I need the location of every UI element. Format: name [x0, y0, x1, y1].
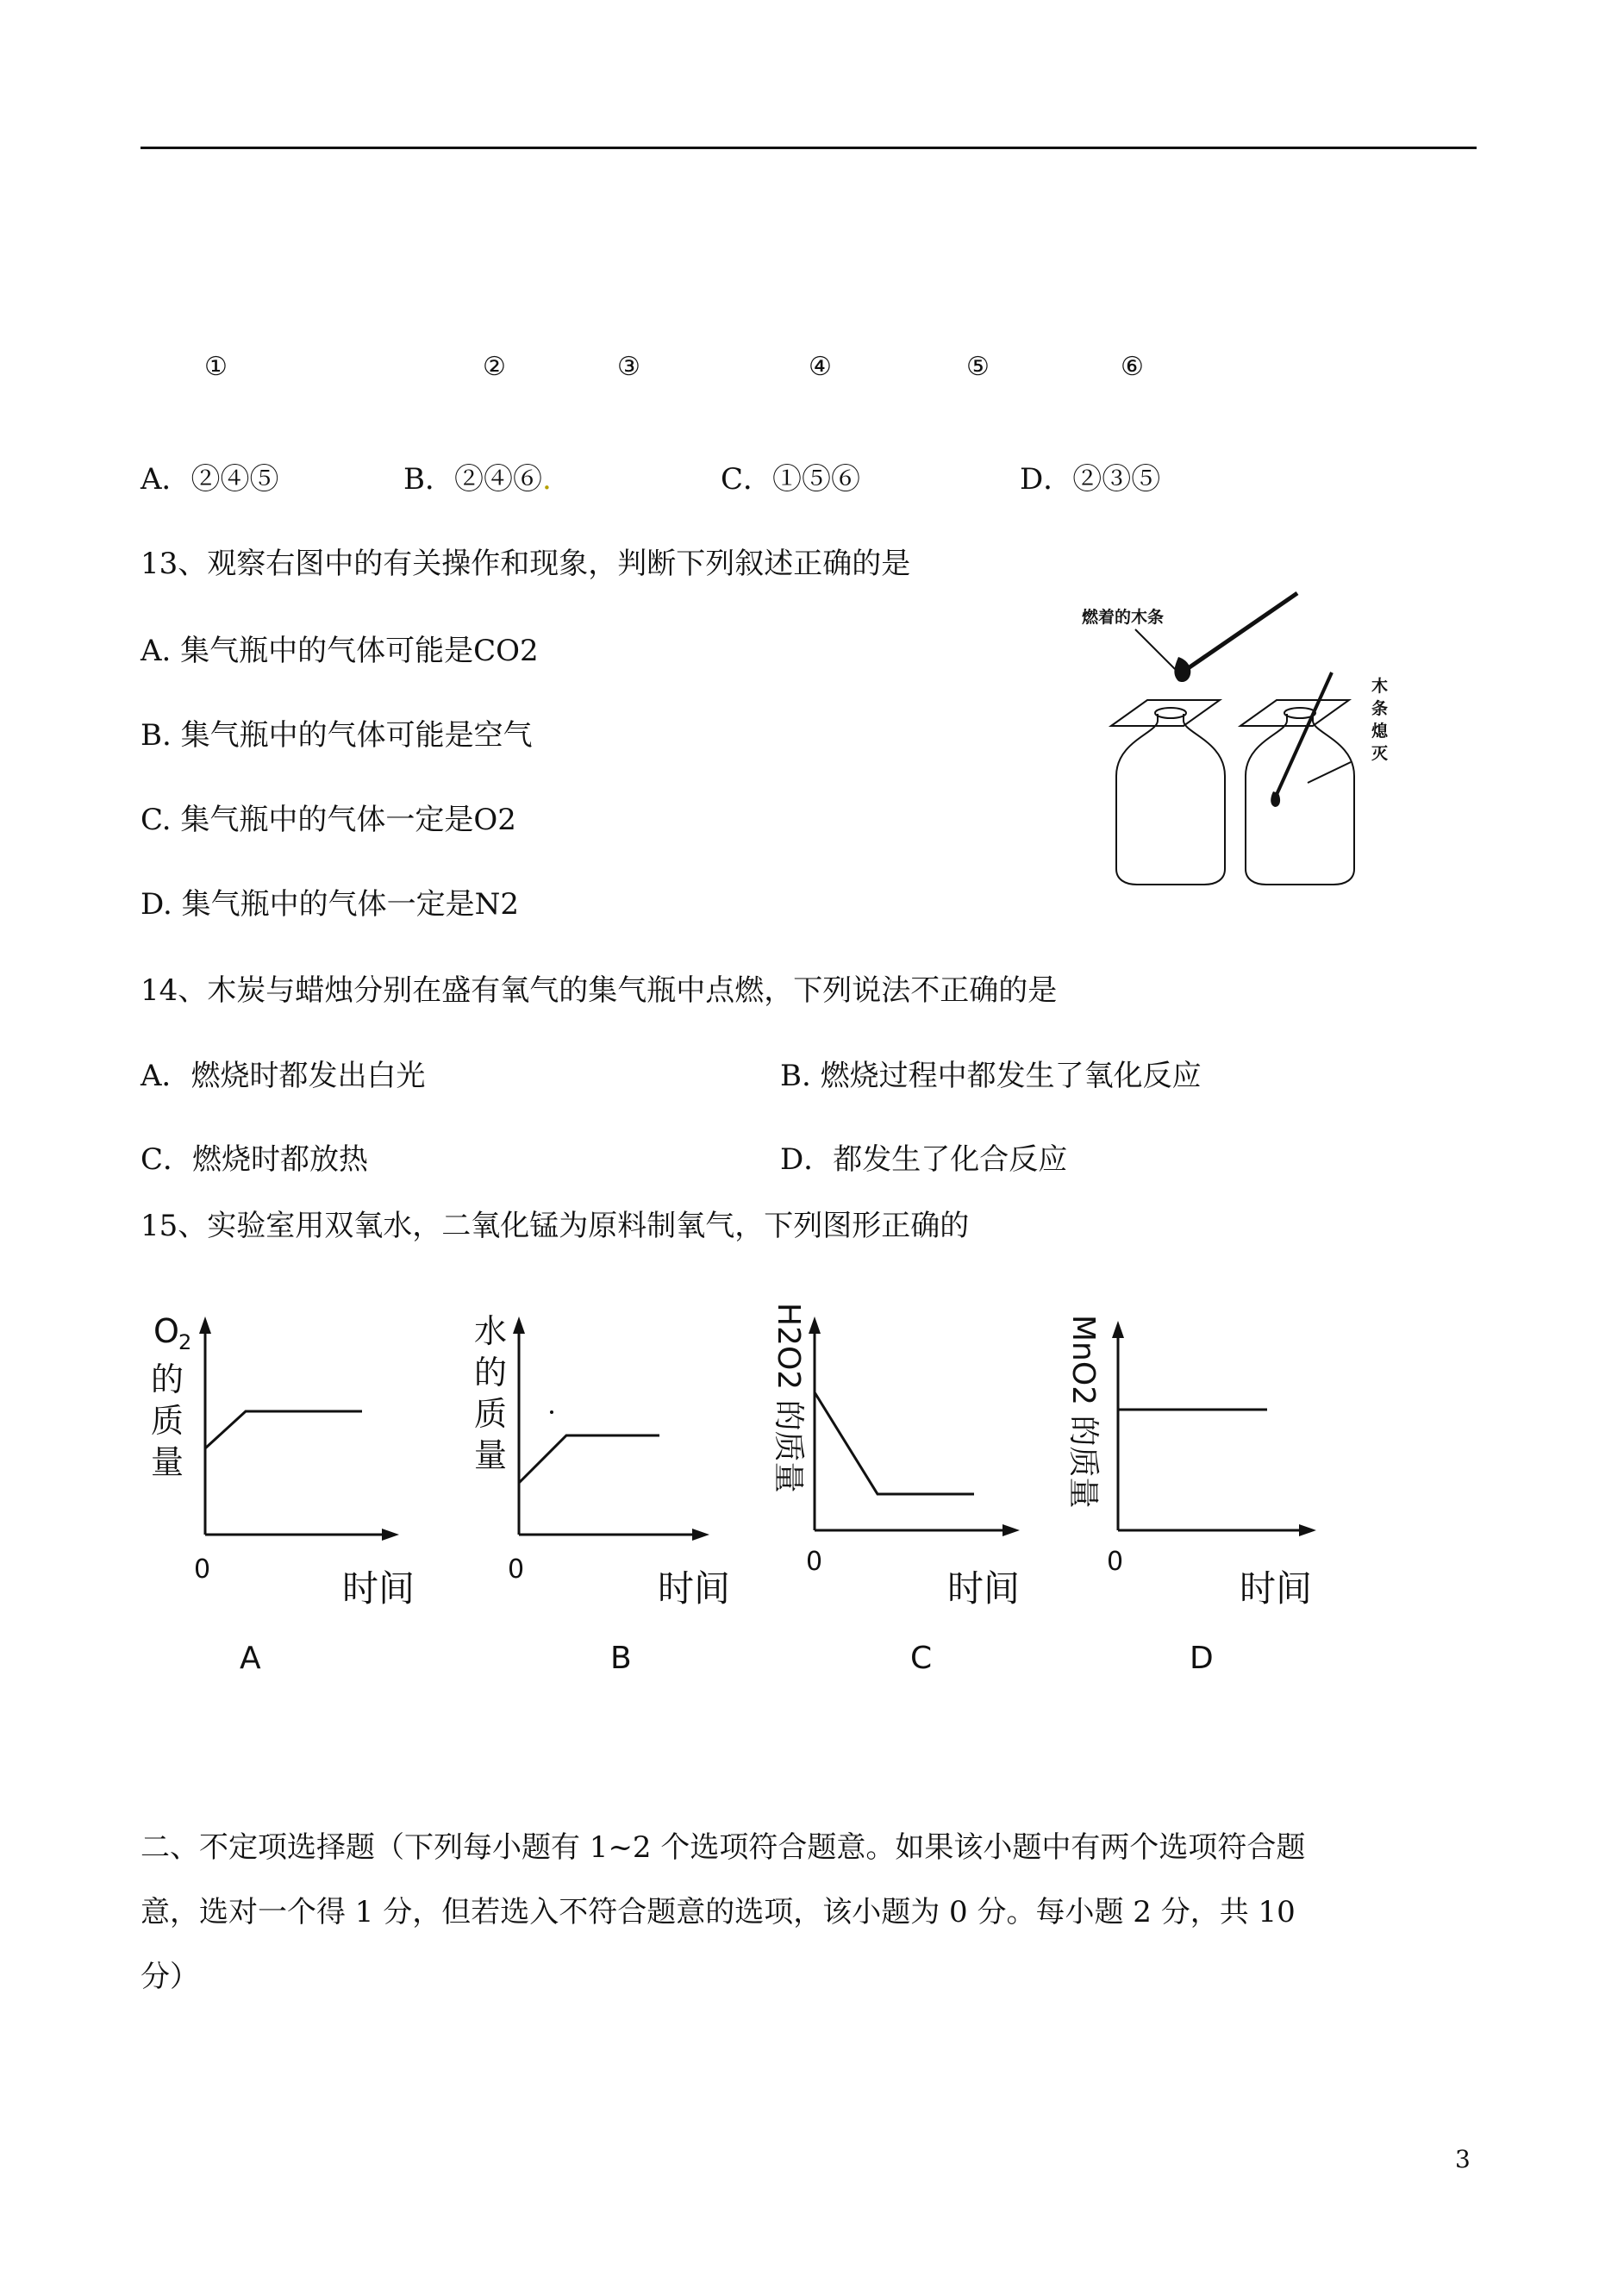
q14-option-c: C．燃烧时都放热	[141, 1142, 369, 1177]
graph-b-xlabel: 时间	[658, 1567, 731, 1610]
graph-a-ylabel-1: 的	[151, 1360, 184, 1398]
section2-line-2: 意，选对一个得 1 分，但若选入不符合题意的选项，该小题为 0 分。每小题 2 分，共 10	[141, 1895, 1296, 1929]
graph-a-origin: 0	[194, 1554, 211, 1585]
graph-d-origin: 0	[1107, 1547, 1124, 1577]
circled-number-4: ④	[809, 352, 832, 382]
stick-out-label-1: 木	[1371, 677, 1389, 696]
graph-b	[470, 1298, 746, 1694]
gas-jar-figure	[1082, 586, 1409, 905]
graph-c-curve	[815, 1392, 974, 1494]
graph-c-ylabel: H2O2 的质量	[771, 1303, 806, 1493]
graph-b-curve	[519, 1435, 659, 1483]
q13-option-c: C. 集气瓶中的气体一定是O2	[141, 803, 516, 837]
graph-d-ylabel: MnO2 的质量	[1065, 1315, 1101, 1509]
graph-b-ylabel-3: 量	[474, 1436, 508, 1474]
stick-out-label-3: 熄	[1371, 722, 1389, 741]
header-rule	[141, 147, 1477, 149]
graph-d-xlabel: 时间	[1240, 1567, 1313, 1610]
graph-b-letter: B	[610, 1641, 632, 1676]
section2-line-3: 分）	[141, 1960, 199, 1994]
q13-option-d: D. 集气瓶中的气体一定是N2	[141, 887, 520, 922]
graph-b-origin: 0	[508, 1554, 525, 1585]
q14-stem: 14、木炭与蜡烛分别在盛有氧气的集气瓶中点燃，下列说法不正确的是	[141, 973, 1058, 1008]
circled-number-1: ①	[204, 352, 228, 382]
graph-c	[767, 1298, 1043, 1694]
q13-option-b: B. 集气瓶中的气体可能是空气	[141, 718, 533, 753]
q13-option-a: A. 集气瓶中的气体可能是CO2	[141, 634, 539, 668]
graph-b-ylabel-top: 水	[474, 1312, 508, 1350]
section2-line-1: 二、不定项选择题（下列每小题有 1~2 个选项符合题意。如果该小题中有两个选项符合题	[141, 1830, 1306, 1865]
q14-option-a: A．燃烧时都发出白光	[141, 1059, 426, 1093]
q12-option-a: A．②④⑤	[141, 462, 279, 497]
graph-a-letter: A	[240, 1641, 261, 1676]
circled-number-2: ②	[483, 352, 506, 382]
graph-d-letter: D	[1190, 1641, 1214, 1676]
graph-d	[1062, 1298, 1355, 1694]
page-number: 3	[1455, 2145, 1471, 2173]
graph-a-ylabel-o: O	[153, 1312, 179, 1350]
q12-option-b: B．②④⑥.	[403, 462, 552, 497]
q14-option-b: B. 燃烧过程中都发生了氧化反应	[780, 1059, 1202, 1093]
burning-stick-label: 燃着的木条	[1082, 608, 1165, 627]
q12-option-d: D．②③⑤	[1020, 462, 1161, 497]
circled-number-6: ⑥	[1121, 352, 1144, 382]
q13-stem: 13、观察右图中的有关操作和现象，判断下列叙述正确的是	[141, 547, 911, 581]
graph-c-origin: 0	[806, 1547, 823, 1577]
q15-stem: 15、实验室用双氧水，二氧化锰为原料制氧气，下列图形正确的	[141, 1209, 970, 1243]
graph-c-xlabel: 时间	[947, 1567, 1021, 1610]
graph-b-ylabel-2: 质	[474, 1395, 508, 1433]
graph-a-ylabel-2: 质	[151, 1402, 184, 1440]
q12-option-c: C．①⑤⑥	[721, 462, 861, 497]
circled-number-3: ③	[617, 352, 640, 382]
graph-b-ylabel-1: 的	[474, 1354, 508, 1391]
graph-a-ylabel-3: 量	[151, 1443, 184, 1481]
graph-c-letter: C	[910, 1641, 933, 1676]
q14-option-d: D．都发生了化合反应	[780, 1142, 1068, 1177]
stick-out-label-4: 灭	[1371, 744, 1389, 763]
circled-number-5: ⑤	[966, 352, 990, 382]
graph-a	[142, 1298, 418, 1694]
graph-a-xlabel: 时间	[342, 1567, 415, 1610]
stick-out-label-2: 条	[1371, 699, 1389, 718]
graph-a-ylabel-sub: 2	[178, 1330, 192, 1354]
gas-jar-drawing	[1082, 586, 1409, 905]
graph-a-curve	[205, 1411, 362, 1448]
